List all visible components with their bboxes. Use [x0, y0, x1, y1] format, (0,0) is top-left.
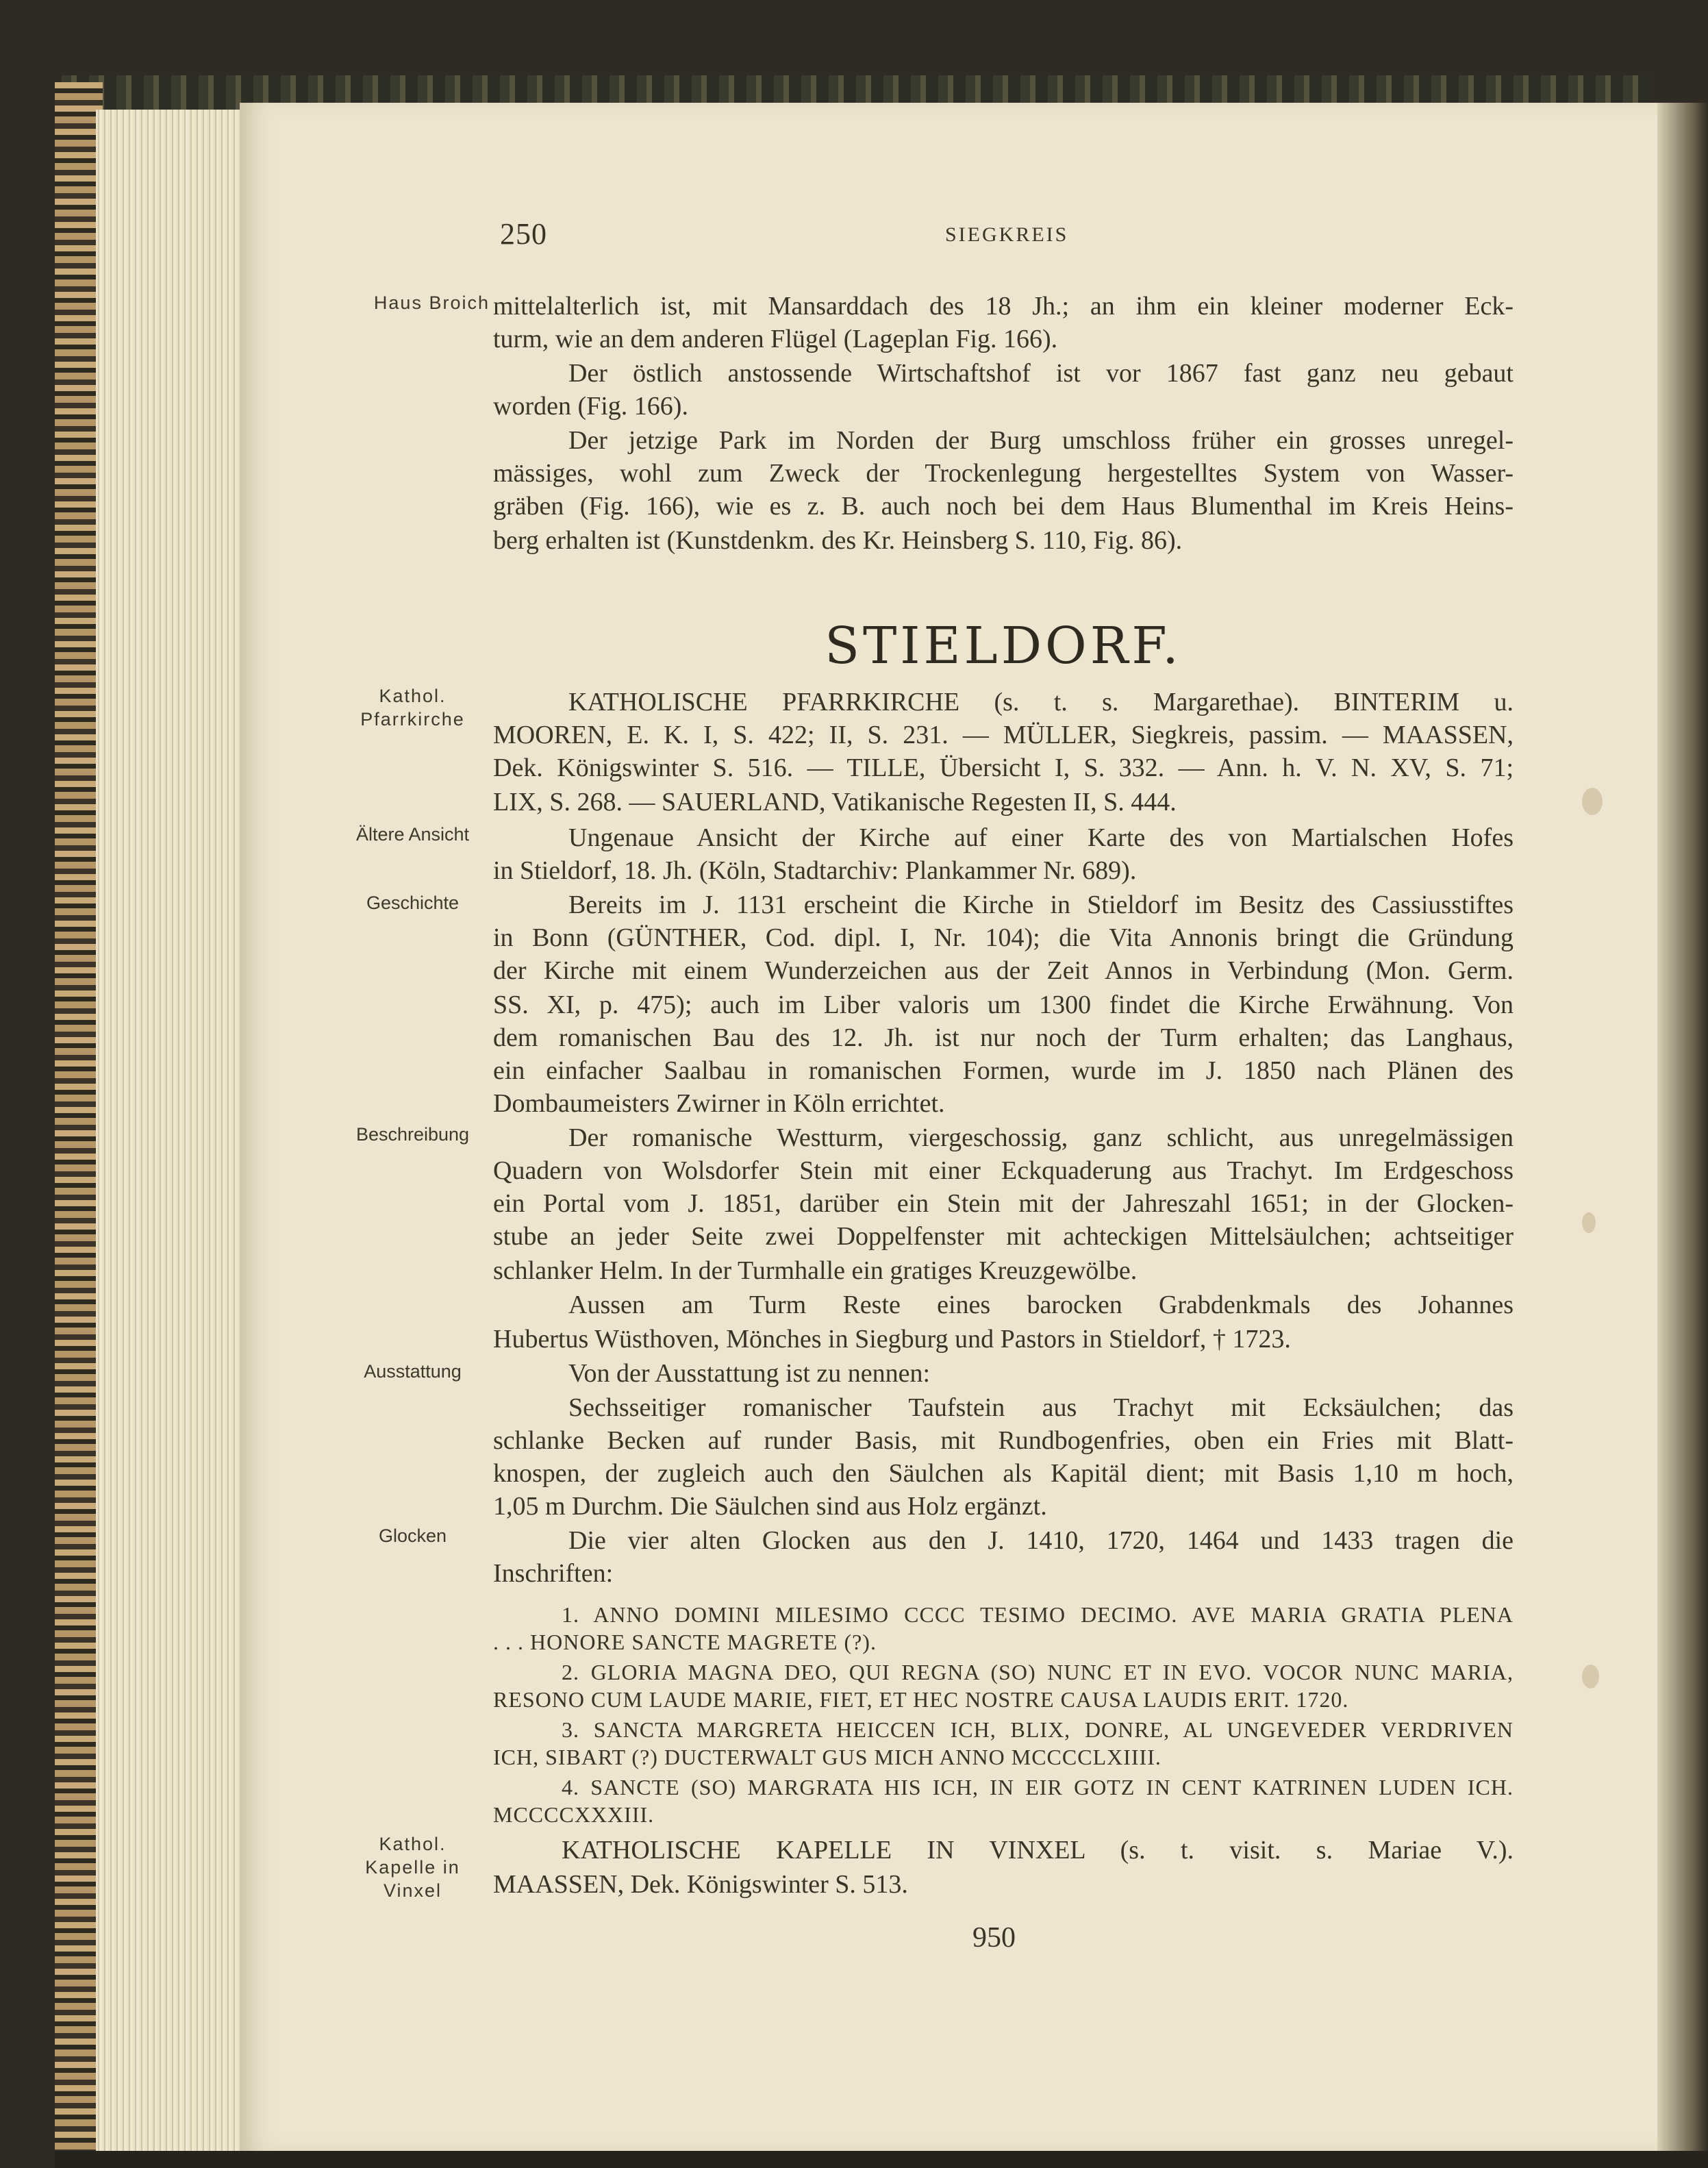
text-line: Der östlich anstossende Wirtschaftshof ist vor 1867 fast ganz neu gebaut	[568, 359, 1514, 388]
text-line: MOOREN, E. K. I, S. 422; II, S. 231. — MÜLLER, Siegkreis, passim. — MAASSEN,	[493, 721, 1514, 749]
margin-note-ausstattung: Ausstattung	[364, 1361, 462, 1382]
section-heading: STIELDORF.	[825, 616, 1182, 675]
text-line: KATHOLISCHE PFARRKIRCHE (s. t. s. Margarethae). BINTERIM u.	[568, 688, 1514, 717]
text-line: Dek. Königswinter S. 516. — TILLE, Übersicht I, S. 332. — Ann. h. V. N. XV, S. 71;	[493, 753, 1514, 782]
page-stain	[1582, 788, 1603, 815]
margin-note-beschreibung: Beschreibung	[355, 1124, 470, 1145]
text-line: gräben (Fig. 166), wie es z. B. auch noch bei dem Haus Blumenthal im Kreis Heins-	[493, 492, 1514, 521]
inscription-line: 4. SANCTE (SO) MARGRATA HIS ICH, IN EIR GOTZ IN CENT KATRINEN LUDEN ICH.	[562, 1775, 1514, 1799]
text-line: Von der Ausstattung ist zu nennen:	[568, 1359, 931, 1388]
text-line: in Stieldorf, 18. Jh. (Köln, Stadtarchiv: Plankammer Nr. 689).	[493, 856, 1137, 885]
text-line: KATHOLISCHE KAPELLE IN VINXEL (s. t. visit. s. Mariae V.).	[562, 1836, 1514, 1865]
text-line: MAASSEN, Dek. Königswinter S. 513.	[493, 1870, 908, 1899]
text-line: ein einfacher Saalbau in romanischen Formen, wurde im J. 1850 nach Plänen des	[493, 1056, 1514, 1085]
text-line: Quadern von Wolsdorfer Stein mit einer Eckquaderung aus Trachyt. Im Erdgeschoss	[493, 1156, 1514, 1185]
text-line: Der jetzige Park im Norden der Burg umschloss früher ein grosses unregel-	[568, 426, 1514, 455]
text-line: SS. XI, p. 475); auch im Liber valoris um 1300 findet die Kirche Erwähnung. Von	[493, 990, 1514, 1019]
book-bottom-edge	[55, 2151, 1708, 2168]
text-line: Inschriften:	[493, 1559, 614, 1588]
text-line: Bereits im J. 1131 erscheint die Kirche in Stieldorf im Besitz des Cassiusstiftes	[568, 890, 1514, 919]
text-line: Der romanische Westturm, viergeschossig, ganz schlicht, aus unregelmässigen	[568, 1123, 1514, 1152]
inscription-line: 2. GLORIA MAGNA DEO, QUI REGNA (SO) NUNC ET IN EVO. VOCOR NUNC MARIA,	[562, 1660, 1514, 1684]
text-line: ein Portal vom J. 1851, darüber ein Stein mit der Jahreszahl 1651; in der Glocken-	[493, 1189, 1514, 1218]
text-line: schlanker Helm. In der Turmhalle ein gratiges Kreuzgewölbe.	[493, 1256, 1138, 1285]
text-line: der Kirche mit einem Wunderzeichen aus der Zeit Annos in Verbindung (Mon. Germ.	[493, 956, 1514, 985]
text-line: mittelalterlich ist, mit Mansarddach des 18 Jh.; an ihm ein kleiner moderner Eck-	[493, 292, 1514, 321]
margin-note-vinxel: Vinxel	[383, 1880, 442, 1901]
page-number: 250	[500, 217, 547, 251]
margin-note-geschichte: Geschichte	[366, 893, 460, 913]
text-line: Die vier alten Glocken aus den J. 1410, 1720, 1464 und 1433 tragen die	[568, 1526, 1514, 1555]
page-stack-edges	[96, 110, 247, 2158]
page-stain	[1582, 1665, 1599, 1689]
running-title: SIEGKREIS	[945, 223, 1069, 246]
folio-number: 950	[972, 1922, 1016, 1954]
text-line: Sechsseitiger romanischer Taufstein aus Trachyt mit Ecksäulchen; das	[568, 1393, 1514, 1422]
text-line: Ungenaue Ansicht der Kirche auf einer Karte des von Martialschen Hofes	[568, 823, 1514, 852]
inscription-line: MCCCCXXXIII.	[493, 1802, 655, 1827]
inscription-line: 3. SANCTA MARGRETA HEICCEN ICH, BLIX, DONRE, AL UNGEVEDER VERDRIVEN	[562, 1717, 1514, 1742]
text-line: Hubertus Wüsthoven, Mönches in Siegburg und Pastors in Stieldorf, † 1723.	[493, 1325, 1291, 1354]
text-line: berg erhalten ist (Kunstdenkm. des Kr. Heinsberg S. 110, Fig. 86).	[493, 526, 1183, 555]
text-line: stube an jeder Seite zwei Doppelfenster mit achteckigen Mittelsäulchen; achtseitiger	[493, 1222, 1514, 1251]
margin-note-glocken: Glocken	[378, 1525, 447, 1546]
page-gutter-shadow	[1657, 103, 1708, 2151]
text-line: knospen, der zugleich auch den Säulchen als Kapitäl dient; mit Basis 1,10 m hoch,	[493, 1459, 1514, 1488]
margin-note-kathol: Kathol.	[379, 686, 447, 706]
margin-note-aeltere-ansicht: Ältere Ansicht	[355, 824, 470, 845]
margin-note-kapelle-kathol: Kathol.	[379, 1834, 447, 1854]
margin-note-haus-broich: Haus Broich	[373, 292, 490, 313]
text-line: turm, wie an dem anderen Flügel (Lageplan Fig. 166).	[493, 325, 1058, 353]
text-line: mässiges, wohl zum Zweck der Trockenlegung hergestelltes System von Wasser-	[493, 459, 1514, 488]
text-line: worden (Fig. 166).	[493, 392, 688, 421]
text-line: LIX, S. 268. — SAUERLAND, Vatikanische Regesten II, S. 444.	[493, 788, 1177, 817]
text-line: Aussen am Turm Reste eines barocken Grabdenkmals des Johannes	[568, 1291, 1514, 1319]
text-line: in Bonn (GÜNTHER, Cod. dipl. I, Nr. 104); die Vita Annonis bringt die Gründung	[493, 923, 1514, 952]
inscription-line: RESONO CUM LAUDE MARIE, FIET, ET HEC NOSTRE CAUSA LAUDIS ERIT. 1720.	[493, 1687, 1349, 1712]
text-line: schlanke Becken auf runder Basis, mit Rundbogenfries, oben ein Fries mit Blatt-	[493, 1426, 1514, 1455]
page-stain	[1582, 1212, 1596, 1233]
inscription-line: ICH, SIBART (?) DUCTERWALT GUS MICH ANNO MCCCCLXIIII.	[493, 1745, 1161, 1769]
text-line: dem romanischen Bau des 12. Jh. ist nur noch der Turm erhalten; das Langhaus,	[493, 1023, 1514, 1052]
margin-note-kapelle-in: Kapelle in	[365, 1857, 460, 1878]
margin-note-pfarrkirche: Pfarrkirche	[360, 709, 465, 730]
inscription-line: 1. ANNO DOMINI MILESIMO CCCC TESIMO DECIMO. AVE MARIA GRATIA PLENA	[562, 1602, 1514, 1627]
inscription-line: . . . HONORE SANCTE MAGRETE (?).	[493, 1630, 877, 1654]
text-line: 1,05 m Durchm. Die Säulchen sind aus Holz ergänzt.	[493, 1492, 1047, 1521]
text-line: Dombaumeisters Zwirner in Köln errichtet.	[493, 1089, 945, 1118]
